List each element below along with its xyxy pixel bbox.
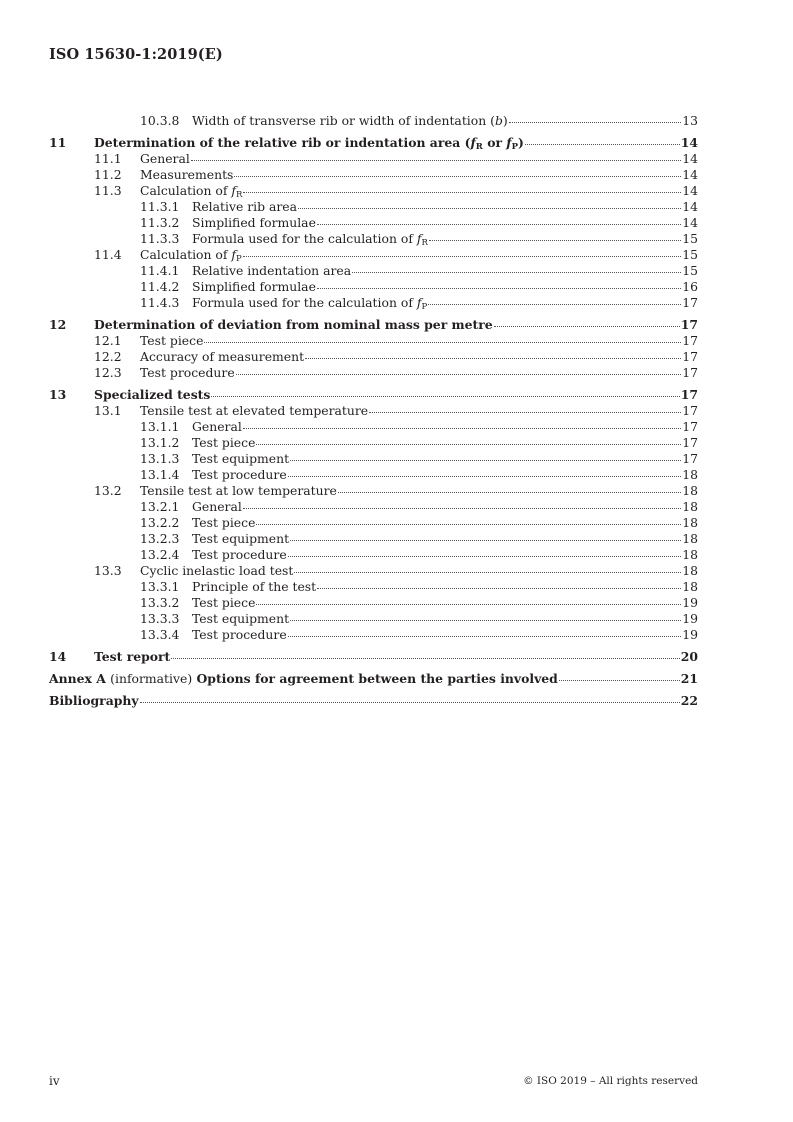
toc-number: 13.2.2 <box>140 515 180 530</box>
toc-number: 13.2.1 <box>140 499 180 514</box>
toc-entry-11-4-2[interactable] <box>49 279 698 295</box>
dot-leader <box>288 476 682 477</box>
toc-page: 17 <box>682 419 698 434</box>
toc-title: Test piece <box>192 595 256 610</box>
toc-number: 13.1 <box>94 403 122 418</box>
toc-page: 14 <box>682 167 698 182</box>
toc-title: General <box>192 419 242 434</box>
toc-page: 18 <box>682 547 698 562</box>
toc-page: 18 <box>682 499 698 514</box>
toc-page: 17 <box>682 435 698 450</box>
toc-number: 13.3.1 <box>140 579 180 594</box>
toc-number: 12.2 <box>94 349 122 364</box>
toc-entry-13-3-3[interactable] <box>49 611 698 627</box>
toc-entry-bibliography[interactable] <box>49 693 698 709</box>
toc-title: Determination of deviation from nominal mass per metre <box>94 317 493 332</box>
toc-entry-13-2-2[interactable] <box>49 515 698 531</box>
toc-entry-13[interactable] <box>49 387 698 403</box>
document-id-header: ISO 15630-1:2019(E) <box>49 46 223 63</box>
toc-page: 18 <box>682 515 698 530</box>
toc-page: 16 <box>682 279 698 294</box>
dot-leader <box>243 428 681 429</box>
dot-leader <box>317 288 681 289</box>
toc-entry-annex-a[interactable] <box>49 671 698 687</box>
toc-title: Test piece <box>192 435 256 450</box>
dot-leader <box>290 540 681 541</box>
dot-leader <box>369 412 681 413</box>
toc-entry-13-1-3[interactable] <box>49 451 698 467</box>
toc-page: 18 <box>682 579 698 594</box>
toc-page: 17 <box>682 333 698 348</box>
toc-page: 14 <box>682 199 698 214</box>
toc-title: Simplified formulae <box>192 215 316 230</box>
toc-title: Simplified formulae <box>192 279 316 294</box>
toc-title: Formula used for the calculation of $f_R$ <box>192 231 428 248</box>
toc-number: 13.3.4 <box>140 627 180 642</box>
toc-number: 11.3.1 <box>140 199 180 214</box>
toc-entry-11-4[interactable] <box>49 247 698 263</box>
toc-number: 11.3 <box>94 183 122 198</box>
dot-leader <box>256 524 681 525</box>
toc-number: 12 <box>49 317 67 332</box>
toc-entry-11[interactable] <box>49 135 698 151</box>
dot-leader <box>243 508 681 509</box>
toc-number: 12.3 <box>94 365 122 380</box>
dot-leader <box>525 144 680 145</box>
toc-title: Test procedure <box>192 547 287 562</box>
toc-entry-13-3-1[interactable] <box>49 579 698 595</box>
toc-page: 17 <box>680 317 698 332</box>
toc-number: 11.3.2 <box>140 215 180 230</box>
toc-page: 15 <box>682 247 698 262</box>
toc-page: 15 <box>682 263 698 278</box>
toc-title: Test report <box>94 649 171 664</box>
toc-title: Test procedure <box>140 365 235 380</box>
dot-leader <box>317 224 681 225</box>
dot-leader <box>171 658 679 659</box>
toc-entry-11-3-1[interactable] <box>49 199 698 215</box>
toc-page: 18 <box>682 483 698 498</box>
dot-leader <box>288 636 682 637</box>
toc-entry-11-1[interactable] <box>49 151 698 167</box>
toc-entry-13-2-1[interactable] <box>49 499 698 515</box>
toc-title: Test procedure <box>192 467 287 482</box>
toc-entry-12-1[interactable] <box>49 333 698 349</box>
toc-page: 20 <box>680 649 698 664</box>
dot-leader <box>211 396 679 397</box>
toc-number: 11.2 <box>94 167 122 182</box>
toc-title: Test piece <box>192 515 256 530</box>
toc-entry-13-1[interactable] <box>49 403 698 419</box>
toc-page: 15 <box>682 231 698 246</box>
dot-leader <box>288 556 682 557</box>
toc-page: 13 <box>682 113 698 128</box>
toc-page: 19 <box>682 595 698 610</box>
toc-title: Test equipment <box>192 451 290 466</box>
toc-number: 13.1.3 <box>140 451 180 466</box>
toc-title: Calculation of $f_P$ <box>140 247 242 264</box>
dot-leader <box>234 176 681 177</box>
dot-leader <box>290 620 681 621</box>
toc-title: Annex A (informative) Options for agreement between the parties involved <box>49 671 558 686</box>
toc-page: 18 <box>682 563 698 578</box>
toc-entry-12-3[interactable] <box>49 365 698 381</box>
toc-page: 17 <box>682 403 698 418</box>
toc-title: General <box>192 499 242 514</box>
toc-title: Measurements <box>140 167 234 182</box>
toc-title: Test equipment <box>192 531 290 546</box>
toc-entry-12[interactable] <box>49 317 698 333</box>
toc-number: 11.1 <box>94 151 122 166</box>
dot-leader <box>305 358 681 359</box>
toc-page: 14 <box>682 215 698 230</box>
dot-leader <box>559 680 680 681</box>
dot-leader <box>256 444 681 445</box>
toc-number: 13.3.2 <box>140 595 180 610</box>
dot-leader <box>298 208 681 209</box>
toc-title: Relative rib area <box>192 199 298 214</box>
toc-title: Cyclic inelastic load test <box>140 563 294 578</box>
toc-page: 14 <box>682 151 698 166</box>
toc-number: 13 <box>49 387 67 402</box>
toc-entry-11-2[interactable] <box>49 167 698 183</box>
toc-entry-14[interactable] <box>49 649 698 665</box>
toc-page: 18 <box>682 467 698 482</box>
toc-number: 13.2.3 <box>140 531 180 546</box>
toc-number: 13.3.3 <box>140 611 180 626</box>
toc-entry-13-1-4[interactable] <box>49 467 698 483</box>
toc-page: 21 <box>680 671 698 686</box>
toc-number: 11.4.1 <box>140 263 180 278</box>
toc-number: 13.2.4 <box>140 547 180 562</box>
dot-leader <box>429 240 681 241</box>
toc-entry-13-3-4[interactable] <box>49 627 698 643</box>
toc-entry-10-3-8[interactable] <box>49 113 698 129</box>
toc-title: Accuracy of measurement <box>140 349 305 364</box>
table-of-contents <box>49 113 698 709</box>
toc-number: 13.1.2 <box>140 435 180 450</box>
toc-entry-11-4-1[interactable] <box>49 263 698 279</box>
toc-title: Width of transverse rib or width of indentation (b) <box>192 113 508 128</box>
toc-title: Test piece <box>140 333 204 348</box>
toc-title: Specialized tests <box>94 387 211 402</box>
toc-entry-11-4-3[interactable] <box>49 295 698 311</box>
toc-page: 17 <box>680 387 698 402</box>
toc-title: Calculation of $f_R$ <box>140 183 243 200</box>
toc-page: 19 <box>682 611 698 626</box>
dot-leader <box>256 604 681 605</box>
toc-title: Test equipment <box>192 611 290 626</box>
toc-number: 11.3.3 <box>140 231 180 246</box>
dot-leader <box>204 342 681 343</box>
toc-title: Tensile test at elevated temperature <box>140 403 369 418</box>
toc-page: 17 <box>682 349 698 364</box>
toc-number: 11.4.3 <box>140 295 180 310</box>
toc-title: General <box>140 151 190 166</box>
toc-title: Relative indentation area <box>192 263 352 278</box>
page-number: iv <box>49 1074 60 1088</box>
toc-entry-13-2-3[interactable] <box>49 531 698 547</box>
dot-leader <box>243 256 681 257</box>
toc-number: 13.1.4 <box>140 467 180 482</box>
toc-number: 13.1.1 <box>140 419 180 434</box>
toc-entry-12-2[interactable] <box>49 349 698 365</box>
toc-title: Test procedure <box>192 627 287 642</box>
dot-leader <box>317 588 681 589</box>
dot-leader <box>428 304 681 305</box>
toc-title: Formula used for the calculation of $f_P$ <box>192 295 428 312</box>
dot-leader <box>191 160 681 161</box>
dot-leader <box>290 460 681 461</box>
toc-number: 13.3 <box>94 563 122 578</box>
toc-entry-13-2-4[interactable] <box>49 547 698 563</box>
toc-title: Tensile test at low temperature <box>140 483 337 498</box>
toc-number: 11.4 <box>94 247 122 262</box>
toc-entry-13-1-1[interactable] <box>49 419 698 435</box>
toc-entry-11-3-2[interactable] <box>49 215 698 231</box>
toc-entry-11-3-3[interactable] <box>49 231 698 247</box>
toc-page: 19 <box>682 627 698 642</box>
dot-leader <box>236 374 682 375</box>
dot-leader <box>243 192 681 193</box>
toc-number: 10.3.8 <box>140 113 180 128</box>
toc-page: 14 <box>682 183 698 198</box>
dot-leader <box>294 572 681 573</box>
toc-page: 17 <box>682 295 698 310</box>
toc-page: 18 <box>682 531 698 546</box>
dot-leader <box>509 122 681 123</box>
toc-entry-13-1-2[interactable] <box>49 435 698 451</box>
dot-leader <box>140 702 680 703</box>
dot-leader <box>494 326 680 327</box>
dot-leader <box>338 492 681 493</box>
copyright-notice: © ISO 2019 – All rights reserved <box>523 1075 698 1087</box>
dot-leader <box>352 272 681 273</box>
toc-entry-13-3[interactable] <box>49 563 698 579</box>
toc-page: 14 <box>680 135 698 150</box>
toc-title: Determination of the relative rib or indentation area ($f_R$ or $f_P$) <box>94 135 524 152</box>
toc-number: 12.1 <box>94 333 122 348</box>
toc-title: Bibliography <box>49 693 139 708</box>
toc-number: 14 <box>49 649 67 664</box>
toc-title: Principle of the test <box>192 579 317 594</box>
toc-page: 17 <box>682 451 698 466</box>
toc-page: 22 <box>680 693 698 708</box>
toc-page: 17 <box>682 365 698 380</box>
toc-number: 11.4.2 <box>140 279 180 294</box>
toc-entry-13-2[interactable] <box>49 483 698 499</box>
toc-entry-11-3[interactable] <box>49 183 698 199</box>
toc-number: 13.2 <box>94 483 122 498</box>
toc-number: 11 <box>49 135 67 150</box>
toc-entry-13-3-2[interactable] <box>49 595 698 611</box>
